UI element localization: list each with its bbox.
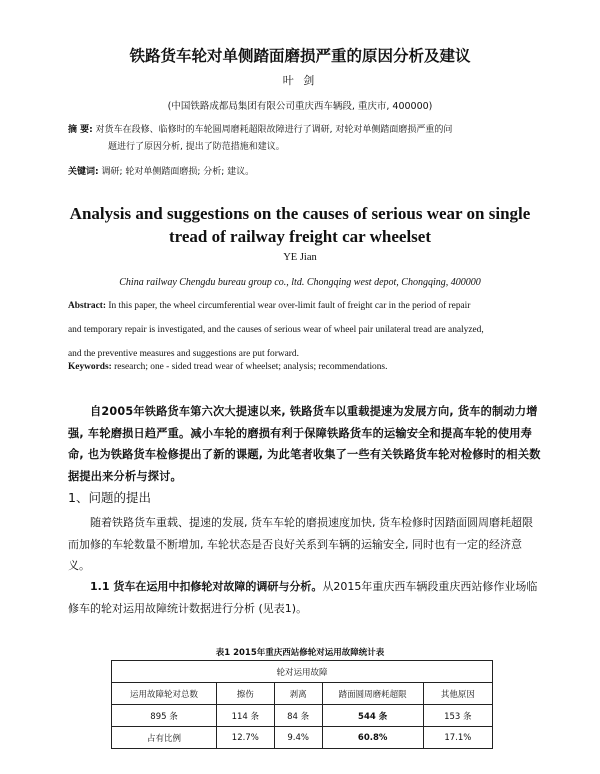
english-keywords-text: research; one - sided tread wear of wheelset; analysis; recommendations.	[114, 362, 388, 372]
problem-paragraph: 随着铁路货车重载、提速的发展, 货车车轮的磨损速度加快, 货车检修时因踏面圆周磨耗超限而加修的车轮数量不断增加, 车轮状态是否良好关系到车辆的运输安全, 同时也有一定的经济意义。	[68, 516, 533, 572]
table-cell: 17.1%	[423, 727, 492, 749]
fault-statistics-table	[111, 660, 493, 749]
chinese-title: 铁路货车轮对单侧踏面磨损严重的原因分析及建议	[129, 47, 471, 65]
survey-text: 从2015年重庆西车辆段重庆西站修作业场临修车的轮对运用故障统计数据进行分析 (见表1)。	[68, 580, 538, 615]
table-caption: 表1 2015年重庆西站修轮对运用故障统计表	[215, 648, 385, 658]
english-abstract-text1: In this paper, the wheel circumferential wear over-limit fault of freight car in the period of repair	[108, 301, 471, 311]
table-header-row	[112, 683, 493, 705]
chinese-abstract-label: 摘 要:	[68, 125, 93, 135]
survey-paragraph	[68, 576, 543, 619]
chinese-affiliation: (中国铁路成都局集团有限公司重庆西车辆段, 重庆市, 400000)	[167, 101, 433, 112]
table-group-header: 轮对运用故障	[112, 661, 493, 683]
english-abstract-line2: and temporary repair is investigated, and the causes of serious wear of wheel pair unilateral tread are analyzed,	[68, 325, 484, 335]
english-abstract-line1	[68, 294, 543, 318]
chinese-abstract-line2: 题进行了原因分析, 提出了防范措施和建议。	[108, 142, 285, 152]
english-affiliation: China railway Chengdu bureau group co., ltd. Chongqing west depot, Chongqing, 400000	[119, 277, 481, 288]
table-row	[112, 705, 493, 727]
section-heading-1: 1、问题的提出	[68, 490, 151, 505]
chinese-abstract-line1	[68, 122, 538, 139]
table-header-cell: 踏面圆周磨耗超限	[322, 683, 423, 705]
english-author: YE Jian	[283, 252, 317, 263]
chinese-abstract-text1: 对货车在段修、临修时的车轮圆周磨耗超限故障进行了调研, 对轮对单侧踏面磨损严重的问	[95, 125, 453, 135]
english-keywords-label: Keywords:	[68, 362, 112, 372]
english-abstract-label: Abstract:	[68, 301, 107, 311]
english-keywords	[68, 362, 543, 372]
table-cell: 895 条	[112, 705, 217, 727]
table-cell: 9.4%	[274, 727, 322, 749]
intro-paragraph: 自2005年铁路货车第六次大提速以来, 铁路货车以重载提速为发展方向, 货车的制动力增强, 车轮磨损日趋严重。减小车轮的磨损有利于保障铁路货车的运输安全和提高车轮的使用寿命, 也为铁路货车检修提出了新的课题, 为此笔者收集了一些有关铁路货车轮对检修时的相关数据提出来分析与探讨。	[68, 405, 541, 483]
english-title: Analysis and suggestions on the causes of serious wear on single tread of railway freight car wheelset	[69, 204, 531, 246]
table-header-cell: 运用故障轮对总数	[112, 683, 217, 705]
table-group-header-row	[112, 661, 493, 683]
table-header-cell: 剥离	[274, 683, 322, 705]
table-row	[112, 727, 493, 749]
table-cell: 544 条	[322, 705, 423, 727]
table-header-cell: 擦伤	[217, 683, 275, 705]
table-cell: 占有比例	[112, 727, 217, 749]
chinese-keywords-label: 关键词:	[68, 167, 99, 177]
english-abstract	[68, 294, 543, 366]
table-cell: 60.8%	[322, 727, 423, 749]
chinese-keywords	[68, 164, 538, 177]
table-header-cell: 其他原因	[423, 683, 492, 705]
chinese-author: 叶 剑	[282, 74, 318, 87]
table-cell: 84 条	[274, 705, 322, 727]
table-cell: 153 条	[423, 705, 492, 727]
survey-lead: 1.1 货车在运用中扣修轮对故障的调研与分析。	[90, 580, 323, 593]
table-cell: 12.7%	[217, 727, 275, 749]
table-cell: 114 条	[217, 705, 275, 727]
chinese-abstract	[68, 122, 538, 156]
chinese-keywords-text: 调研; 轮对单侧踏面磨损; 分析; 建议。	[101, 167, 255, 177]
english-abstract-line3: and the preventive measures and suggestions are put forward.	[68, 349, 299, 359]
